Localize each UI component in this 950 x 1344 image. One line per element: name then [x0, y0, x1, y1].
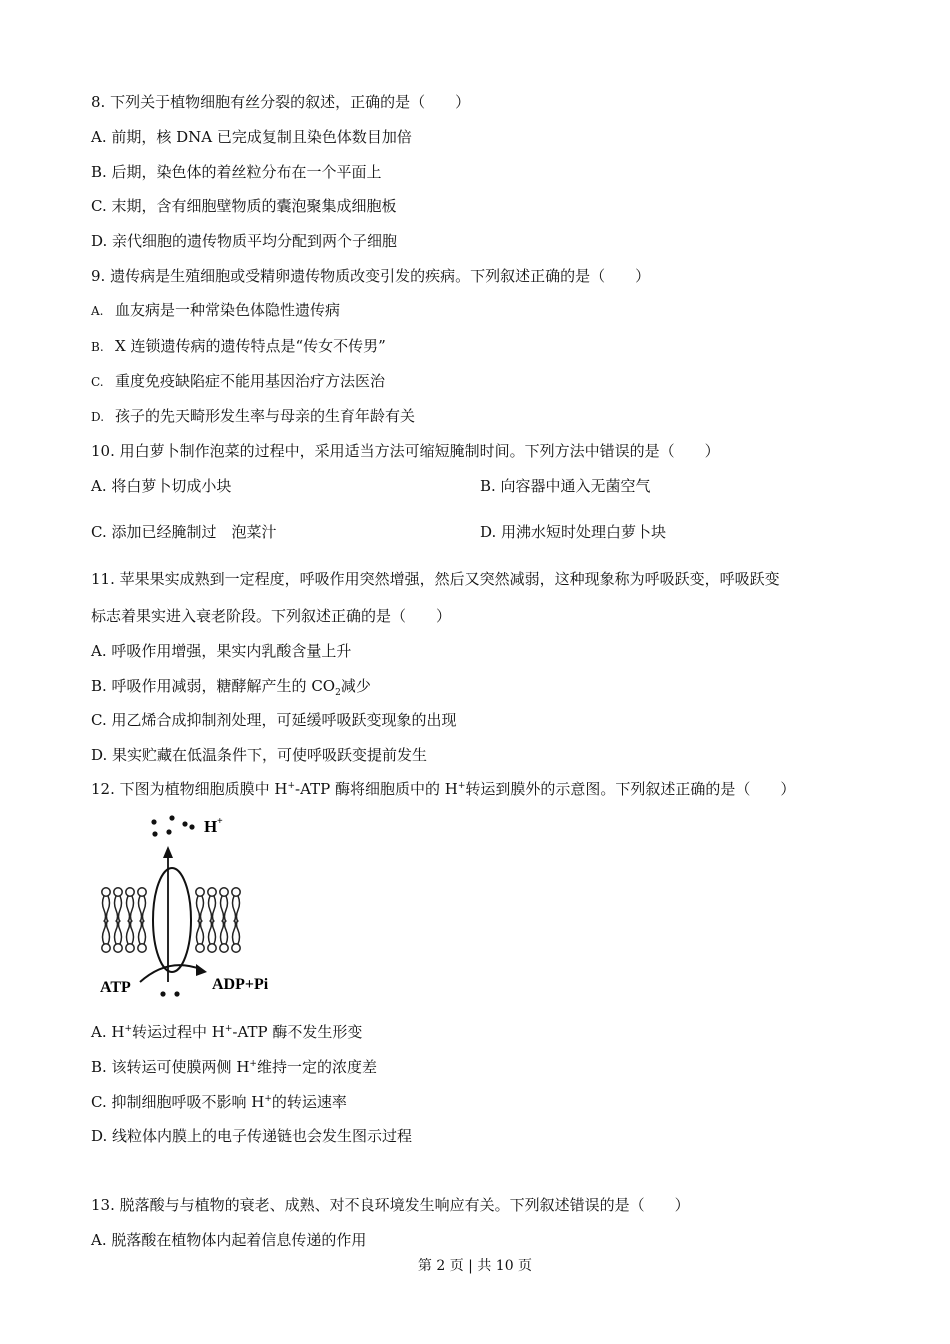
q13-option-a: A. 脱落酸在植物体内起着信息传递的作用: [91, 1231, 367, 1249]
q9-option-d-mark: D.: [91, 410, 105, 424]
lipid-head: [126, 944, 134, 952]
q12-option-a-part2: 转运过程中 H: [132, 1023, 225, 1041]
q11-option-a: A. 呼吸作用增强，果实内乳酸含量上升: [91, 642, 352, 660]
lipid-tail: [209, 920, 216, 944]
q12-stem-part3: 转运到膜外的示意图。下列叙述正确的是（ ）: [465, 780, 796, 798]
page-footer: 第 2 页 | 共 10 页: [417, 1258, 533, 1274]
q8-option-b: B. 后期，染色体的着丝粒分布在一个平面上: [91, 163, 382, 181]
lipid-bilayer-left: [102, 888, 146, 952]
q9-option-a: [91, 300, 340, 321]
q12-stem-part1: 12. 下图为植物细胞质膜中 H: [91, 780, 288, 798]
lipid-tail: [127, 920, 134, 944]
lipid-head: [102, 944, 110, 952]
lipid-bilayer-right: [196, 888, 240, 952]
lipid-tail: [103, 896, 110, 922]
lipid-tail: [139, 896, 146, 922]
q9-option-c-mark: C.: [91, 375, 104, 389]
lipid-head: [196, 944, 204, 952]
h-plus-sup: +: [287, 781, 296, 791]
q12-option-c-part2: 的转运速率: [271, 1093, 347, 1111]
q9-option-d-text: 孩子的先天畸形发生率与母亲的生育年龄有关: [115, 407, 416, 425]
q10-option-c: C. 添加已经腌制过 泡菜汁: [91, 523, 277, 541]
h-plus-sup: +: [124, 1024, 132, 1034]
q10-option-b: B. 向容器中通入无菌空气: [480, 477, 651, 495]
q11-stem-line1: 11. 苹果果实成熟到一定程度，呼吸作用突然增强，然后又突然减弱，这种现象称为呼吸跃变，呼吸跃变: [91, 570, 780, 588]
q12-option-b-part2: 维持一定的浓度差: [256, 1058, 377, 1076]
q12-option-d: D. 线粒体内膜上的电子传递链也会发生图示过程: [91, 1127, 413, 1145]
lipid-tail: [115, 896, 122, 922]
lipid-head: [196, 888, 204, 896]
q8-option-d: D. 亲代细胞的遗传物质平均分配到两个子细胞: [91, 232, 398, 250]
h-plus-dots-top: [151, 815, 194, 836]
transport-arrow-head: [163, 846, 173, 858]
q8-stem: 8. 下列关于植物细胞有丝分裂的叙述，正确的是（ ）: [91, 93, 471, 111]
q11-option-b-text: B. 呼吸作用减弱，糖酵解产生的 CO: [91, 677, 336, 695]
lipid-head: [232, 888, 240, 896]
q8-option-a: A. 前期，核 DNA 已完成复制且染色体数目加倍: [91, 128, 412, 146]
q12-option-a-part1: A. H: [91, 1023, 125, 1041]
q9-option-b-mark: B.: [91, 340, 104, 354]
q12-option-a-part3: -ATP 酶不发生形变: [232, 1023, 363, 1041]
lipid-head: [138, 944, 146, 952]
lipid-head: [138, 888, 146, 896]
q9-option-b: [91, 336, 386, 357]
lipid-head: [208, 944, 216, 952]
q12-option-b-part1: B. 该转运可使膜两侧 H: [91, 1058, 250, 1076]
h-plus-sup: +: [224, 1024, 233, 1034]
lipid-head: [102, 888, 110, 896]
lipid-head: [220, 888, 228, 896]
lipid-head: [220, 944, 228, 952]
q9-option-d: [91, 406, 415, 427]
h-plus-sup: +: [457, 781, 466, 791]
q12-option-b: [91, 1057, 377, 1077]
lipid-head: [114, 944, 122, 952]
lipid-tail: [233, 920, 240, 944]
q9-option-a-text: 血友病是一种常染色体隐性遗传病: [115, 301, 341, 319]
lipid-tail: [221, 920, 228, 944]
lipid-tail: [139, 920, 146, 944]
q9-option-c: [91, 371, 385, 392]
lipid-head: [126, 888, 134, 896]
q10-option-a: A. 将白萝卜切成小块: [91, 477, 232, 495]
q12-stem: [91, 779, 795, 799]
atp-hydrolysis-arrow-head: [196, 964, 207, 976]
lipid-tail: [115, 920, 122, 944]
co2-subscript: 2: [335, 688, 341, 698]
lipid-head: [232, 944, 240, 952]
adp-pi-label: ADP+Pi: [212, 976, 269, 993]
q12-stem-part2: -ATP 酶将细胞质中的 H: [295, 780, 458, 798]
q11-option-c: C. 用乙烯合成抑制剂处理，可延缓呼吸跃变现象的出现: [91, 711, 457, 729]
membrane-diagram: [96, 812, 296, 1002]
atp-label: ATP: [100, 979, 131, 996]
q10-option-d: D. 用沸水短时处理白萝卜块: [480, 523, 667, 541]
q9-option-b-text: X 连锁遗传病的遗传特点是“传女不传男”: [115, 337, 386, 355]
q11-stem-line2: 标志着果实进入衰老阶段。下列叙述正确的是（ ）: [91, 607, 452, 625]
q12-option-c-part1: C. 抑制细胞呼吸不影响 H: [91, 1093, 265, 1111]
lipid-tail: [197, 920, 204, 944]
q9-stem: 9. 遗传病是生殖细胞或受精卵遗传物质改变引发的疾病。下列叙述正确的是（ ）: [91, 267, 651, 285]
q11-option-b: [91, 676, 371, 696]
q10-stem: 10. 用白萝卜制作泡菜的过程中，采用适当方法可缩短腌制时间。下列方法中错误的是（ ）: [91, 442, 720, 460]
q9-option-a-mark: A.: [91, 304, 104, 318]
lipid-tail: [103, 920, 110, 944]
lipid-tail: [197, 896, 204, 922]
atpase-protein: [153, 868, 191, 972]
q11-option-d: D. 果实贮藏在低温条件下，可使呼吸跃变提前发生: [91, 746, 428, 764]
q8-option-c: C. 末期，含有细胞壁物质的囊泡聚集成细胞板: [91, 197, 397, 215]
lipid-tail: [209, 896, 216, 922]
lipid-head: [208, 888, 216, 896]
q13-stem: 13. 脱落酸与与植物的衰老、成熟、对不良环境发生响应有关。下列叙述错误的是（ ）: [91, 1196, 690, 1214]
lipid-head: [114, 888, 122, 896]
lipid-tail: [233, 896, 240, 922]
h-plus-sup: +: [264, 1094, 272, 1104]
lipid-tail: [221, 896, 228, 922]
h-plus-sup: +: [249, 1059, 257, 1069]
h-plus-label-sup: +: [217, 816, 223, 827]
q11-option-b-tail: 减少: [340, 677, 371, 695]
q9-option-c-text: 重度免疫缺陷症不能用基因治疗方法医治: [115, 372, 386, 390]
h-plus-label: H: [204, 817, 218, 836]
q12-option-c: [91, 1092, 347, 1112]
lipid-tail: [127, 896, 134, 922]
q12-option-a: [91, 1022, 362, 1042]
h-plus-dots-bottom: [160, 991, 179, 996]
